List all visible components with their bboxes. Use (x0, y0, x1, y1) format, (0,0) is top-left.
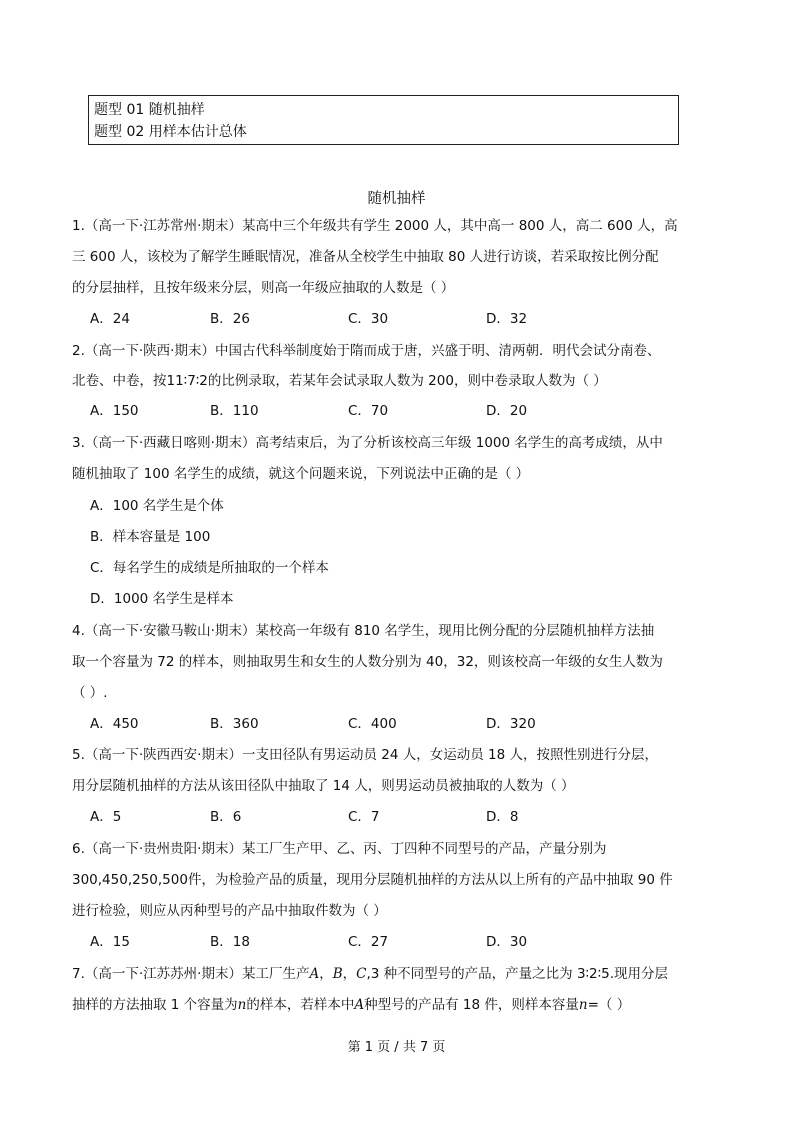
q7-line-2 (72, 994, 630, 1016)
q7-line-2-text-a: 抽样的方法抽取 1 个容量为 (72, 997, 238, 1013)
q1-line-3: 的分层抽样，且按年级来分层，则高一年级应抽取的人数是（ ） (72, 280, 455, 296)
q2-line-2: 北卷、中卷，按11∶7∶2的比例录取，若某年会试录取人数为 200，则中卷录取人数为（ ） (72, 373, 607, 389)
q1-option-d: D．32 (486, 311, 528, 327)
q3-line-2: 随机抽取了 100 名学生的成绩，就这个问题来说，下列说法中正确的是（ ） (72, 466, 530, 482)
q7-var-n: n (237, 997, 247, 1013)
q2-option-d: D．20 (486, 403, 528, 419)
q7-var-b: B (332, 966, 343, 982)
q4-line-1: 4.（高一下·安徽马鞍山·期末）某校高一年级有 810 名学生，现用比例分配的分层随机抽样方法抽 (72, 623, 655, 639)
q7-var-n-repeat: n (578, 997, 588, 1013)
q7-line-2-text-c: 种型号的产品有 18 件，则样本容量 (364, 997, 579, 1013)
q5-option-d: D．8 (486, 809, 519, 825)
q3-option-c: C．每名学生的成绩是所抽取的一个样本 (90, 560, 329, 576)
q1-option-b: B．26 (210, 311, 250, 327)
q3-option-b: B．样本容量是 100 (90, 529, 211, 545)
q6-options (90, 931, 650, 953)
q4-option-a: A．450 (90, 716, 139, 732)
q7-sep-1: ， (319, 966, 333, 982)
toc-item-1: 题型 01 随机抽样 (94, 102, 205, 118)
q6-option-a: A．15 (90, 934, 130, 950)
q4-options (90, 713, 650, 735)
q2-options (90, 400, 650, 422)
q1-option-c: C．30 (348, 311, 389, 327)
page-footer: 第 1 页 / 共 7 页 (347, 1040, 446, 1055)
q2-option-a: A．150 (90, 403, 139, 419)
toc-item-2: 题型 02 用样本估计总体 (94, 124, 247, 140)
q3-option-d: D．1000 名学生是样本 (90, 591, 234, 607)
q5-options (90, 806, 650, 828)
q6-option-b: B．18 (210, 934, 250, 950)
q1-line-2: 三 600 人，该校为了解学生睡眠情况，准备从全校学生中抽取 80 人进行访谈，若采取按比例分配 (72, 249, 659, 265)
q4-line-3: （ ）. (72, 685, 108, 701)
q5-option-b: B．6 (210, 809, 242, 825)
q7-sep-2: ， (342, 966, 357, 982)
q4-line-2: 取一个容量为 72 的样本，则抽取男生和女生的人数分别为 40，32，则该校高一年级的女生人数为 (72, 654, 663, 670)
q7-var-c: C (356, 966, 367, 982)
q2-line-1: 2.（高一下·陕西·期末）中国古代科举制度始于隋而成于唐，兴盛于明、清两朝．明代会试分南卷、 (72, 343, 661, 359)
q7-line-2-text-b: 的样本，若样本中 (246, 997, 355, 1013)
q1-options (90, 308, 650, 330)
q7-line-1 (72, 963, 668, 985)
q7-line-1-text-a: 7.（高一下·江苏苏州·期末）某工厂生产 (72, 966, 310, 982)
q7-var-a: A (309, 966, 320, 982)
q6-line-1: 6.（高一下·贵州贵阳·期末）某工厂生产甲、乙、丙、丁四种不同型号的产品，产量分别为 (72, 841, 607, 857)
q5-option-a: A．5 (90, 809, 122, 825)
q6-line-3: 进行检验，则应从丙种型号的产品中抽取件数为（ ） (72, 903, 387, 919)
q7-line-2-text-d: =（ ） (587, 997, 631, 1013)
q4-option-c: C．400 (348, 716, 397, 732)
q5-line-1: 5.（高一下·陕西西安·期末）一支田径队有男运动员 24 人，女运动员 18 人，按照性别进行分层， (72, 747, 658, 763)
section-title: 随机抽样 (367, 191, 426, 207)
q3-option-a: A．100 名学生是个体 (90, 498, 224, 514)
q7-line-1-text-b: ,3 种不同型号的产品，产量之比为 3∶2∶5.现用分层 (366, 966, 669, 982)
q5-line-2: 用分层随机抽样的方法从该田径队中抽取了 14 人，则男运动员被抽取的人数为（ ） (72, 778, 575, 794)
q4-option-d: D．320 (486, 716, 536, 732)
q5-option-c: C．7 (348, 809, 380, 825)
q1-option-a: A．24 (90, 311, 130, 327)
q6-option-c: C．27 (348, 934, 389, 950)
q6-line-2: 300,450,250,500件，为检验产品的质量，现用分层随机抽样的方法从以上所有的产品中抽取 90 件 (72, 872, 673, 888)
q7-var-a-repeat: A (354, 997, 365, 1013)
q2-option-b: B．110 (210, 403, 259, 419)
q2-option-c: C．70 (348, 403, 389, 419)
q3-line-1: 3.（高一下·西藏日喀则·期末）高考结束后，为了分析该校高三年级 1000 名学生的高考成绩，从中 (72, 435, 663, 451)
q6-option-d: D．30 (486, 934, 528, 950)
q4-option-b: B．360 (210, 716, 259, 732)
question-type-box (88, 95, 679, 145)
q1-line-1: 1.（高一下·江苏常州·期末）某高中三个年级共有学生 2000 人，其中高一 800 人，高二 600 人，高 (72, 218, 678, 234)
